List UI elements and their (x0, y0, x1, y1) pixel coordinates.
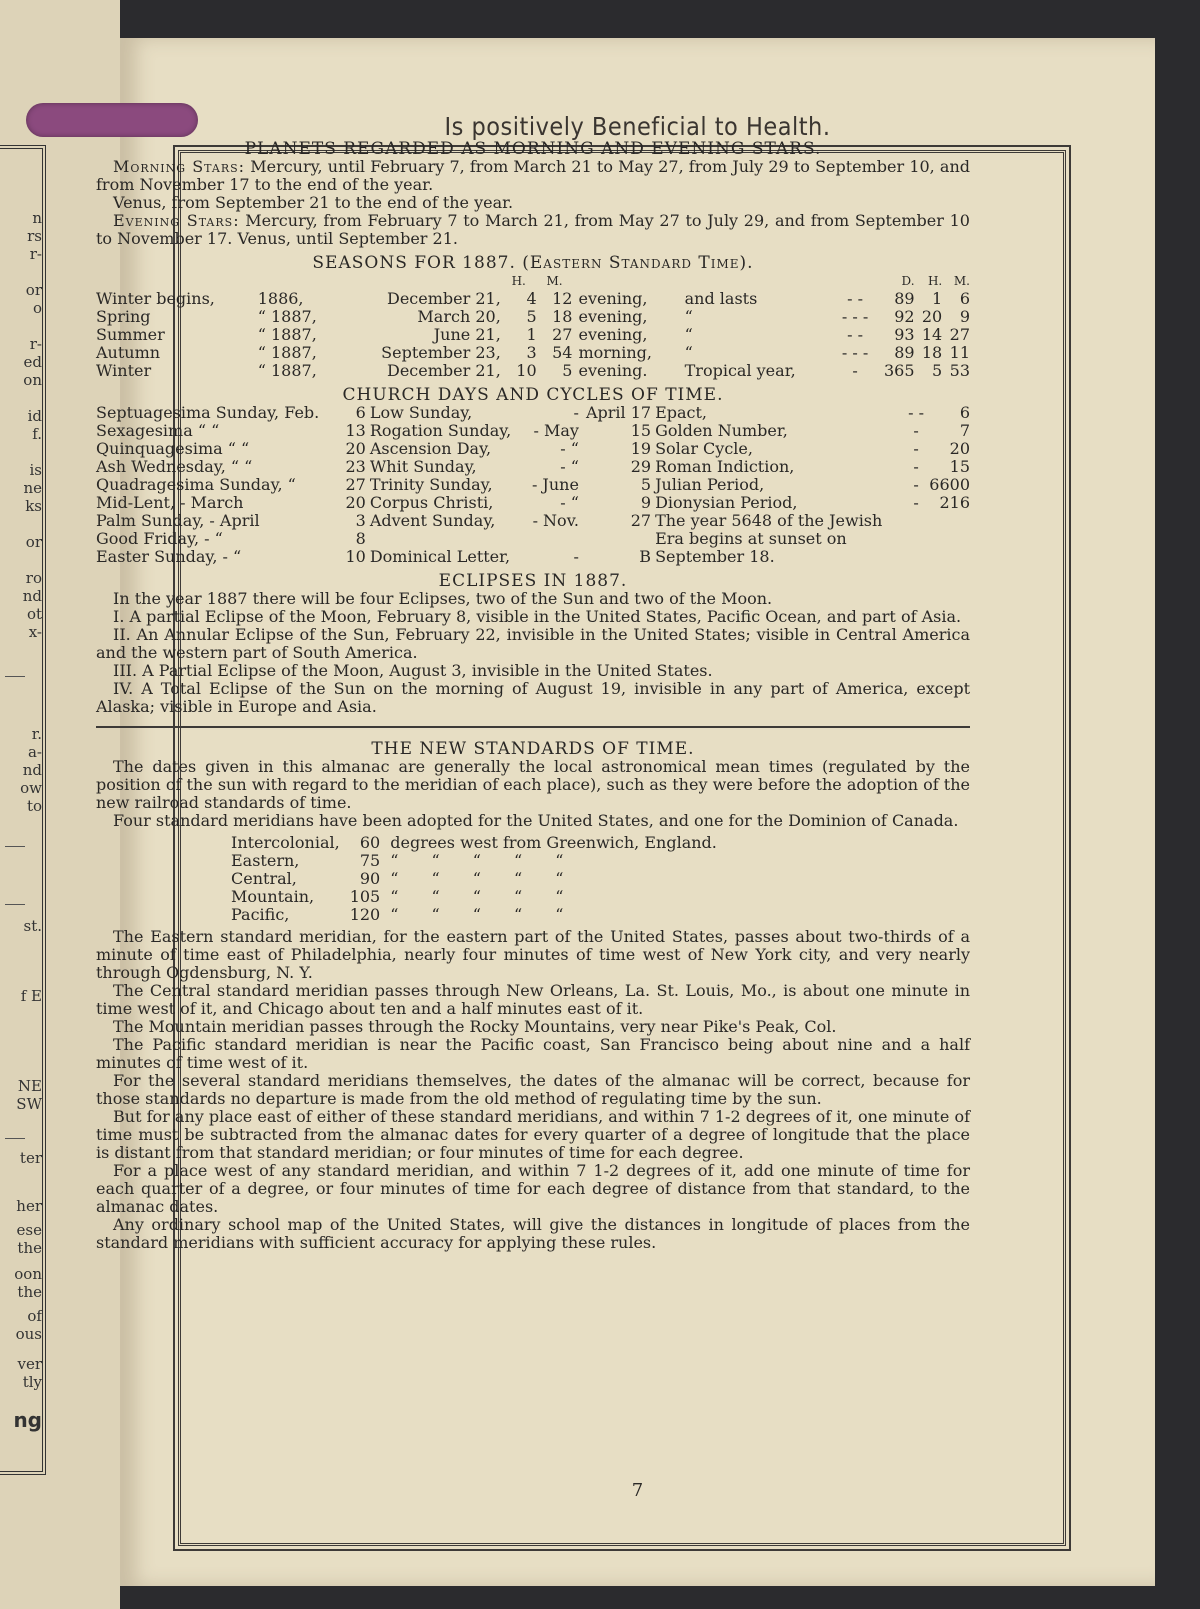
standards-heading: THE NEW STANDARDS OF TIME. (371, 739, 695, 759)
church-row (96, 530, 970, 548)
season-mm: 27 (949, 325, 970, 344)
church-row (96, 422, 970, 440)
left-page-fragment: SW (16, 1095, 42, 1113)
meridian-text: “ “ “ “ “ (390, 851, 564, 870)
left-page-fragment: nd (22, 587, 42, 605)
season-mm: 11 (949, 343, 970, 362)
meridian-degrees: 75 (359, 851, 381, 870)
season-tail: “ (684, 343, 693, 362)
season-hh: 20 (921, 307, 943, 326)
church-cycle-value: 15 (949, 457, 970, 476)
church-feast-day: 15 (630, 421, 652, 440)
eclipses-heading: ECLIPSES IN 1887. (438, 571, 628, 591)
standards-p5: The Mountain meridian passes through the Rocky Mountains, very near Pike's Peak, Col. (113, 1017, 837, 1036)
season-m: 27 (552, 325, 573, 344)
page-content (96, 140, 970, 1252)
season-hh: 18 (921, 343, 943, 362)
season-name: Summer (96, 325, 165, 344)
season-row (96, 290, 970, 308)
church-heading: CHURCH DAYS AND CYCLES OF TIME. (342, 385, 724, 405)
season-m: 5 (562, 361, 573, 380)
standards-p4: The Central standard meridian passes through New Orleans, La. St. Louis, Mo., is about one minute in time west of it, and Chicago about ten and a half minutes east of it. (96, 981, 970, 1018)
church-row (96, 494, 970, 512)
season-period: evening, (578, 307, 648, 326)
church-sunday: Easter Sunday, - “ (96, 547, 242, 566)
church-row (96, 512, 970, 530)
church-feast: Trinity Sunday, (369, 475, 493, 494)
church-cycle-dash: - (913, 493, 919, 512)
eclipse-item: IV. A Total Eclipse of the Sun on the morning of August 19, invisible in any part of America, except Alaska; visible in Europe and Asia. (96, 679, 970, 716)
left-page-rule-line (5, 846, 25, 847)
church-cycle: Epact, (655, 403, 707, 422)
church-row (96, 404, 970, 422)
church-feast: Dominical Letter, (369, 547, 511, 566)
season-year: “ 1887, (257, 307, 317, 326)
church-cycle-value (925, 548, 970, 566)
left-page-fragment: ro (25, 569, 42, 587)
church-cycle-dash: - (913, 475, 919, 494)
church-cycle: Era begins at sunset on (655, 529, 847, 548)
church-cycle-value: 6 (959, 403, 970, 422)
left-page-fragment: or (25, 533, 42, 551)
section-divider (96, 726, 970, 728)
left-page-rule-line (5, 676, 25, 677)
left-page-fragment: ks (25, 497, 42, 515)
season-row (96, 326, 970, 344)
church-sunday: Quadragesima Sunday, “ (96, 475, 296, 494)
church-sunday: Ash Wednesday, “ “ (96, 457, 253, 476)
season-name: Spring (96, 307, 151, 326)
church-cycle: Roman Indiction, (655, 457, 795, 476)
season-period: morning, (578, 343, 652, 362)
season-date: December 21, (386, 361, 501, 380)
church-feast-month: - (573, 403, 579, 422)
church-sunday: Mid-Lent, - March (96, 493, 244, 512)
church-cycle: Solar Cycle, (655, 439, 753, 458)
season-row (96, 308, 970, 326)
season-date: March 20, (417, 307, 501, 326)
seasons-heading: SEASONS FOR 1887. (Eastern Standard Time). (312, 253, 754, 273)
church-feast: Corpus Christi, (369, 493, 494, 512)
meridian-degrees: 120 (349, 905, 381, 924)
church-cycle-value: 20 (949, 439, 970, 458)
meridian-row (231, 906, 727, 924)
church-feast-day (579, 530, 651, 548)
church-sunday: Palm Sunday, - April (96, 511, 260, 530)
left-page-fragment: f. (32, 425, 42, 443)
season-mm: 53 (949, 361, 970, 380)
left-page-fragment: f E (20, 987, 42, 1005)
standards-p1: The dates given in this almanac are generally the local astronomical mean times (regulated by the position of the sun with regard to the meridian of each place), such as they were before the adoption of the new railroad standards of time. (96, 757, 970, 812)
eclipses-intro: In the year 1887 there will be four Eclipses, two of the Sun and two of the Moon. (113, 589, 773, 608)
venus-text: Venus, from September 21 to the end of the year. (113, 193, 514, 212)
left-page-fragment: r. (31, 725, 42, 743)
church-sunday-day: 6 (355, 403, 366, 422)
church-feast: Advent Sunday, (369, 511, 496, 530)
standards-p6: The Pacific standard meridian is near the Pacific coast, San Francisco being about nine and a half minutes of time west of it. (96, 1035, 970, 1072)
meridian-degrees: 60 (359, 833, 381, 852)
church-feast: Whit Sunday, (369, 457, 477, 476)
left-page-fragment: ed (23, 353, 42, 371)
meridian-text: “ “ “ “ “ (390, 905, 564, 924)
church-cycle-value: 216 (939, 493, 970, 512)
meridian-text: “ “ “ “ “ (390, 887, 564, 906)
meridian-row (231, 834, 727, 852)
season-dash: - - - (841, 343, 869, 362)
left-page-fragment: r- (29, 245, 42, 263)
season-m: 12 (552, 289, 573, 308)
church-sunday: Quinquagesima “ “ (96, 439, 250, 458)
church-feast-month: - “ (560, 439, 579, 458)
meridian-row (231, 852, 727, 870)
left-page-fragment: her (16, 1197, 42, 1215)
church-cycle-dash: - - (908, 403, 924, 422)
left-page-fragment: ow (20, 779, 42, 797)
church-feast-month (527, 530, 579, 548)
morning-stars-text: Morning Stars: Mercury, until February 7, from March 21 to May 27, from July 29 to September 10, and from November 17 to the end of the year. (96, 157, 970, 194)
meridian-text: “ “ “ “ “ (390, 869, 564, 888)
page-number: 7 (631, 1480, 644, 1501)
left-page-fragment: ng (13, 1408, 42, 1432)
season-name: Autumn (96, 343, 161, 362)
meridian-degrees: 105 (349, 887, 381, 906)
church-cycle-dash: - (913, 457, 919, 476)
season-mm: 9 (959, 307, 970, 326)
season-tail: “ (684, 325, 693, 344)
church-cycle-value: 7 (959, 421, 970, 440)
church-feast (366, 530, 527, 548)
church-cycle-dash (907, 548, 925, 566)
meridian-name: Intercolonial, (231, 833, 340, 852)
church-cycle-value (925, 512, 970, 530)
church-cycle: Dionysian Period, (655, 493, 798, 512)
eclipse-item: II. An Annular Eclipse of the Sun, February 22, invisible in the United States; visible in Central America and the western part of South America. (96, 625, 970, 662)
left-page-rule-line (5, 904, 25, 905)
church-cycle: Julian Period, (655, 475, 765, 494)
season-h: 10 (516, 361, 537, 380)
season-mm: 6 (959, 289, 970, 308)
church-feast-day: 19 (630, 439, 652, 458)
church-feast-day: B (639, 547, 652, 566)
planets-heading: PLANETS REGARDED AS MORNING AND EVENING STARS. (244, 139, 822, 159)
church-sunday-day: 20 (345, 493, 366, 512)
church-feast-month: - “ (560, 457, 579, 476)
season-d: 93 (894, 325, 915, 344)
left-page-fragment: NE (17, 1077, 42, 1095)
church-row (96, 440, 970, 458)
season-period: evening. (578, 361, 648, 380)
season-m: 18 (552, 307, 573, 326)
meridian-row (231, 888, 727, 906)
church-sunday: Sexagesima “ “ (96, 421, 220, 440)
season-date: September 23, (381, 343, 501, 362)
left-page-fragment: st. (23, 917, 42, 935)
standards-p3: The Eastern standard meridian, for the eastern part of the United States, passes about two-thirds of a minute of time east of Philadelphia, nearly four minutes of time west of New York city, and very nearly through Ogdensburg, N. Y. (96, 927, 970, 982)
church-cycle: Golden Number, (655, 421, 788, 440)
season-tail: Tropical year, (684, 361, 796, 380)
church-feast-day: 29 (630, 457, 652, 476)
season-h: 5 (526, 307, 537, 326)
church-sunday: Good Friday, - “ (96, 529, 223, 548)
standards-p8: But for any place east of either of these standard meridians, and within 7 1-2 degrees of it, one minute of time must be subtracted from the almanac dates for every quarter of a degree of longitude that the place is distant from that standard meridian; or four minutes of time for each degree. (96, 1107, 970, 1162)
season-name: Winter begins, (96, 289, 215, 308)
left-page-fragment: oon (14, 1265, 42, 1283)
season-row (96, 362, 970, 380)
standards-p2: Four standard meridians have been adopted for the United States, and one for the Dominion of Canada. (113, 811, 959, 830)
season-year: “ 1887, (257, 361, 317, 380)
left-page-fragment: ot (26, 605, 42, 623)
left-page-fragment: on (23, 371, 42, 389)
season-period: evening, (578, 289, 648, 308)
eclipse-item: I. A partial Eclipse of the Moon, February 8, visible in the United States, Pacific Ocean, and part of Asia. (113, 607, 962, 626)
left-page-fragment: nd (22, 761, 42, 779)
church-feast-month: - “ (560, 493, 579, 512)
season-dash: - (852, 361, 858, 380)
meridian-name: Mountain, (231, 887, 315, 906)
season-hh: 1 (932, 289, 943, 308)
season-d: 89 (894, 289, 915, 308)
eclipse-item: III. A Partial Eclipse of the Moon, August 3, invisible in the United States. (113, 661, 713, 680)
church-cycle-value: 6600 (929, 475, 970, 494)
season-hh: 5 (932, 361, 943, 380)
season-date: June 21, (433, 325, 501, 344)
church-feast-day: 27 (630, 511, 652, 530)
church-feast-month: - (573, 547, 579, 566)
season-tail: “ (684, 307, 693, 326)
church-sunday-day: 20 (345, 439, 366, 458)
left-page-fragment: the (17, 1283, 42, 1301)
season-period: evening, (578, 325, 648, 344)
left-page-fragment: x- (28, 623, 42, 641)
season-m: 54 (552, 343, 573, 362)
church-sunday-day: 27 (345, 475, 366, 494)
church-row (96, 476, 970, 494)
season-h: 1 (526, 325, 537, 344)
running-head: Is positively Beneficial to Health. (444, 112, 831, 141)
church-feast-month: - May (533, 421, 579, 440)
season-dash: - - (847, 325, 863, 344)
standards-p7: For the several standard meridians themselves, the dates of the almanac will be correct, because for those standards no departure is made from the old method of regulating time by the sun. (96, 1071, 970, 1108)
meridian-name: Pacific, (231, 905, 290, 924)
left-page-fragment: to (26, 797, 42, 815)
standards-p10: Any ordinary school map of the United States, will give the distances in longitude of places from the standard meridians with sufficient accuracy for applying these rules. (96, 1215, 970, 1252)
church-sunday-day: 8 (355, 529, 366, 548)
church-feast: Low Sunday, (369, 403, 473, 422)
left-page-fragment: or (25, 281, 42, 299)
church-cycle: The year 5648 of the Jewish (655, 511, 883, 530)
ribbon-bookmark (26, 103, 198, 137)
church-feast-day: 5 (640, 475, 652, 494)
season-d: 89 (894, 343, 915, 362)
season-row (96, 344, 970, 362)
season-d: 365 (884, 361, 915, 380)
season-year: 1886, (257, 289, 304, 308)
church-sunday-day: 10 (345, 547, 366, 566)
season-dash: - - (847, 289, 863, 308)
church-sunday: Septuagesima Sunday, Feb. (96, 403, 320, 422)
meridian-name: Eastern, (231, 851, 300, 870)
left-page-fragment: rs (27, 227, 42, 245)
church-cycle-dash: - (913, 439, 919, 458)
season-year: “ 1887, (257, 325, 317, 344)
eclipse-list (96, 608, 970, 716)
church-cycle: September 18. (655, 547, 775, 566)
church-feast: Rogation Sunday, (369, 421, 512, 440)
church-cycle-dash (907, 530, 925, 548)
seasons-table (96, 272, 970, 380)
left-page-fragment: of (27, 1307, 42, 1325)
meridian-degrees: 90 (359, 869, 381, 888)
left-page-fragment: is (29, 461, 42, 479)
season-date: December 21, (386, 289, 501, 308)
left-page-fragment: r- (29, 335, 42, 353)
left-page-fragment: o (32, 299, 42, 317)
season-dash: - - - (841, 307, 869, 326)
church-feast-day: 9 (640, 493, 652, 512)
seasons-header-row: H. M. D. H. M. (511, 274, 970, 288)
meridian-name: Central, (231, 869, 297, 888)
church-sunday-day: 13 (345, 421, 366, 440)
left-page-fragment: tly (22, 1373, 42, 1391)
left-page-fragment: ous (15, 1325, 42, 1343)
church-cycle-dash (907, 512, 925, 530)
left-page-fragment: the (17, 1239, 42, 1257)
church-row (96, 458, 970, 476)
season-year: “ 1887, (257, 343, 317, 362)
church-cycle-dash: - (913, 421, 919, 440)
church-row (96, 548, 970, 566)
church-feast: Ascension Day, (369, 439, 492, 458)
left-page-fragment: ter (19, 1149, 42, 1167)
season-hh: 14 (921, 325, 943, 344)
church-table (96, 404, 970, 566)
evening-stars-text: Evening Stars: Mercury, from February 7 to March 21, from May 27 to July 29, and from September 10 to November 17. Venus, until September 21. (96, 211, 970, 248)
left-page-fragment: ver (17, 1355, 42, 1373)
left-page-fragment: a- (27, 743, 42, 761)
church-feast-month: - Nov. (532, 511, 579, 530)
left-page-fragment: ese (16, 1221, 42, 1239)
church-sunday-day: 23 (345, 457, 366, 476)
church-sunday-day: 3 (355, 511, 366, 530)
church-feast-day: April 17 (585, 403, 652, 422)
left-page-fragment: n (32, 209, 42, 227)
meridian-text: degrees west from Greenwich, England. (390, 833, 717, 852)
left-page-fragment: id (27, 407, 42, 425)
church-feast-month: - June (531, 475, 579, 494)
meridian-table (231, 834, 727, 924)
meridian-row (231, 870, 727, 888)
left-page-fragment: ne (23, 479, 42, 497)
season-tail: and lasts (684, 289, 758, 308)
season-d: 92 (894, 307, 915, 326)
left-page-rule-line (5, 1138, 25, 1139)
church-cycle-value (925, 530, 970, 548)
season-name: Winter (96, 361, 152, 380)
standards-p9: For a place west of any standard meridian, and within 7 1-2 degrees of it, add one minute of time for each quarter of a degree, or four minutes of time for each degree of distance from that standard, to the almanac dates. (96, 1161, 970, 1216)
season-h: 4 (526, 289, 537, 308)
season-h: 3 (526, 343, 537, 362)
